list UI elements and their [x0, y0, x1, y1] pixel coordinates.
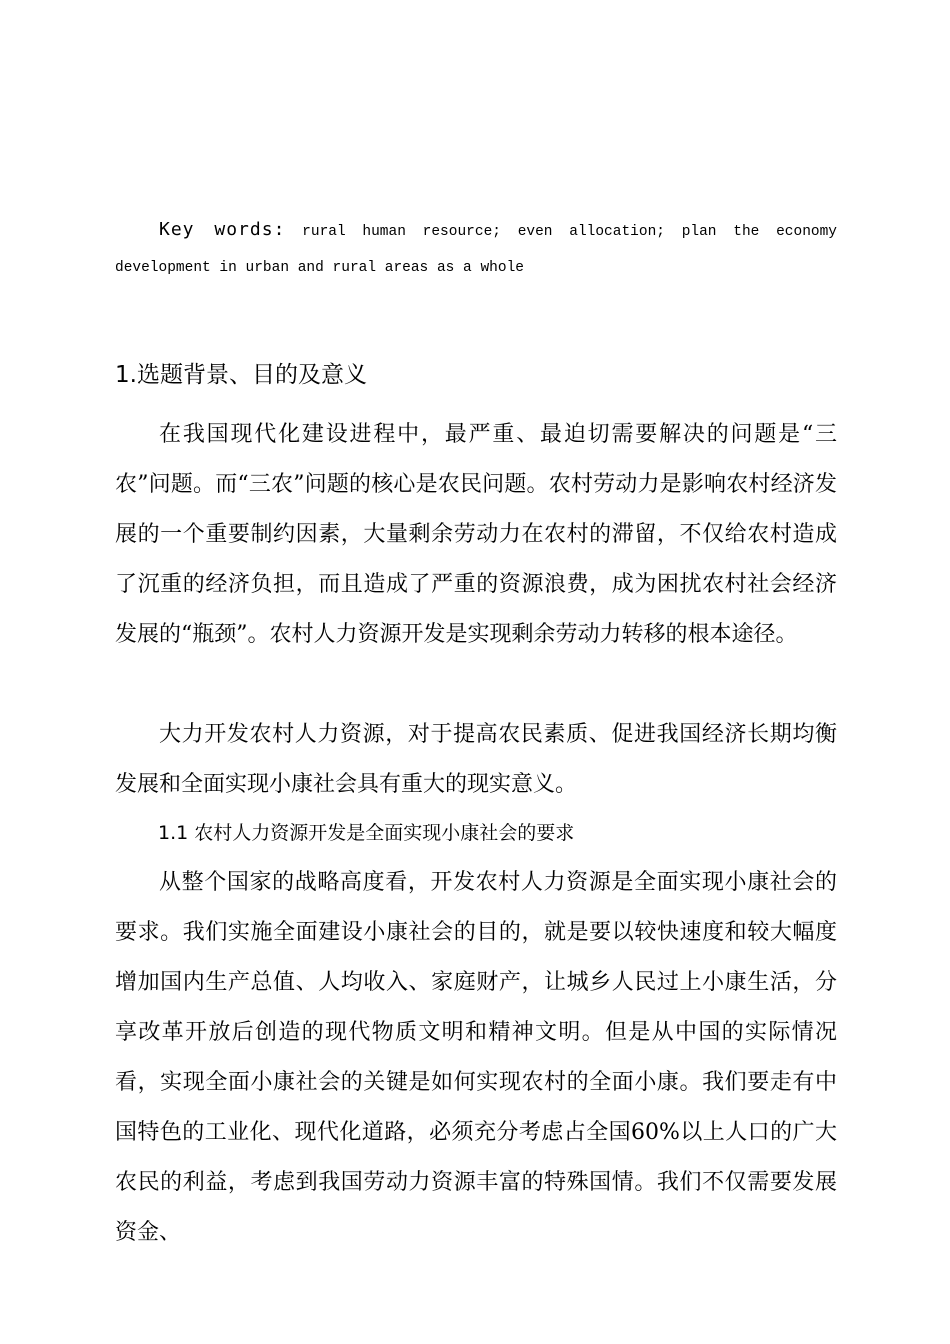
- keywords-block: [115, 212, 837, 286]
- section-heading: 1.选题背景、目的及意义: [115, 362, 367, 388]
- keywords-text: rural human resource; even allocation; plan the economy development in urban and rural areas as a whole: [115, 224, 838, 276]
- body-paragraph: 大力开发农村人力资源，对于提高农民素质、促进我国经济长期均衡发展和全面实现小康社会具有重大的现实意义。: [115, 722, 837, 797]
- body-paragraph: 从整个国家的战略高度看，开发农村人力资源是全面实现小康社会的要求。我们实施全面建设小康社会的目的，就是要以较快速度和较大幅度增加国内生产总值、人均收入、家庭财产，让城乡人民过上小康生活，分享改革开放后创造的现代物质文明和精神文明。但是从中国的实际情况看，实现全面小康社会的关键是如何实现农村的全面小康。我们要走有中国特色的工业化、现代化道路，必须充分考虑占全国60%以上人口的广大农民的利益，考虑到我国劳动力资源丰富的特殊国情。我们不仅需要发展资金、: [115, 870, 837, 1245]
- keywords-label: Key words:: [159, 219, 286, 240]
- subsection-heading: 1.1 农村人力资源开发是全面实现小康社会的要求: [158, 822, 575, 844]
- body-paragraph: 在我国现代化建设进程中，最严重、最迫切需要解决的问题是“三农”问题。而“三农”问题的核心是农民问题。农村劳动力是影响农村经济发展的一个重要制约因素，大量剩余劳动力在农村的滞留，不仅给农村造成了沉重的经济负担，而且造成了严重的资源浪费，成为困扰农村社会经济发展的“瓶颈”。农村人力资源开发是实现剩余劳动力转移的根本途径。: [115, 422, 837, 647]
